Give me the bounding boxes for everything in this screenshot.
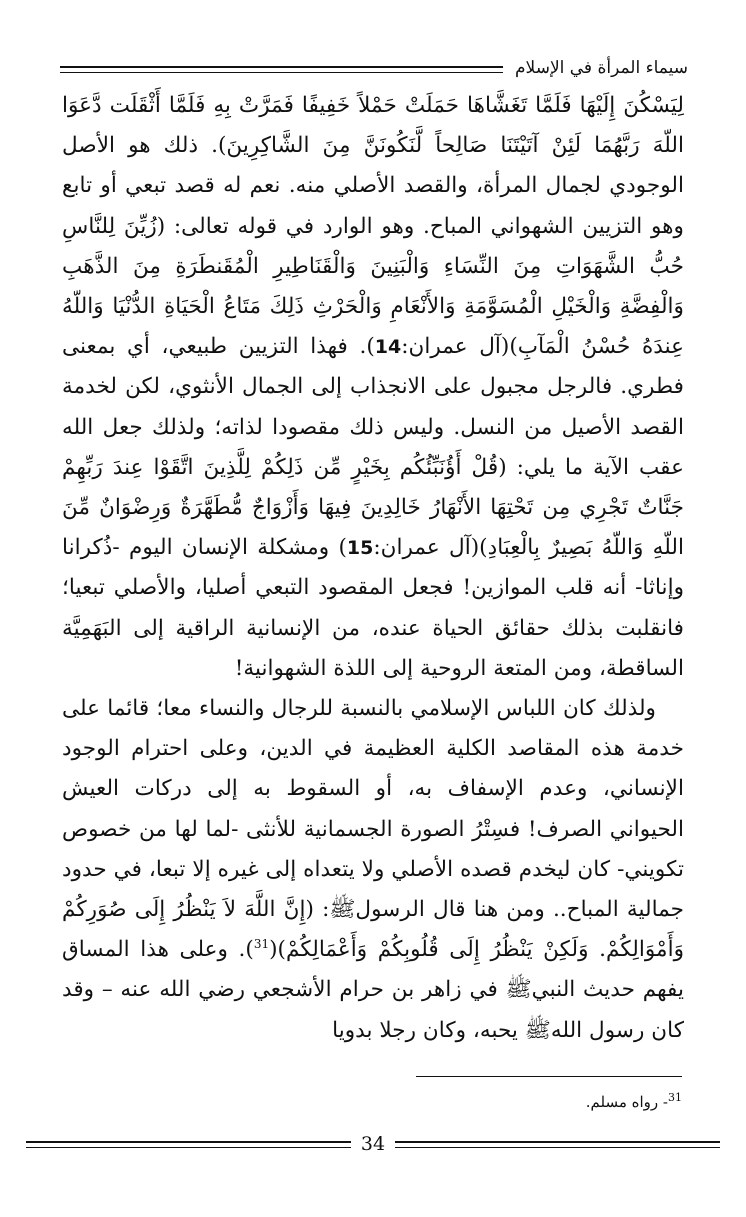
verse-reference-number: 14: [374, 336, 402, 359]
page-footer: [26, 1132, 720, 1156]
footer-rule-left: [26, 1141, 351, 1148]
footnote-separator: [416, 1076, 682, 1077]
paragraph-1: لِيَسْكُنَ إِلَيْهَا فَلَمَّا تَغَشَّاهَا حَمَلَتْ حَمْلاً خَفِيفًا فَمَرَّتْ بِهِ فَلَمَّا أَثْقَلَت دَّعَوَا اللّهَ رَبَّهُمَا لَئِنْ آتَيْتَنَا صَالِحاً لَّنَكُونَنَّ مِنَ الشَّاكِرِينَ). ذلك هو الأصل الوجودي لجمال المرأة، والقصد الأصلي منه. نعم له قصد تبعي أو تابع وهو التزيين الشهواني المباح. وهو الوارد في قوله تعالى: (زُيِّنَ لِلنَّاسِ حُبُّ الشَّهَوَاتِ مِنَ النِّسَاءِ وَالْبَنِينَ وَالْقَنَاطِيرِ الْمُقَنطَرَةِ مِنَ الذَّهَبِ وَالْفِضَّةِ وَالْخَيْلِ الْمُسَوَّمَةِ وَالأَنْعَامِ وَالْحَرْثِ ذَلِكَ مَتَاعُ الْحَيَاةِ الدُّنْيَا وَاللّهُ عِندَهُ حُسْنُ الْمَآبِ)(آل عمران:14). فهذا التزيين طبيعي، أي بمعنى فطري. فالرجل مجبول على الانجذاب إلى الجمال الأنثوي، لكن لخدمة القصد الأصيل من النسل. وليس ذلك مقصودا لذاته؛ ولذلك جعل الله عقب الآية ما يلي: (قُلْ أَؤُنَبِّئُكُم بِخَيْرٍ مِّن ذَلِكُمْ لِلَّذِينَ اتَّقَوْا عِندَ رَبِّهِمْ جَنَّاتٌ تَجْرِي مِن تَحْتِهَا الأَنْهَارُ خَالِدِينَ فِيهَا وَأَزْوَاجٌ مُّطَهَّرَةٌ وَرِضْوَانٌ مِّنَ اللّهِ وَاللّهُ بَصِيرٌ بِالْعِبَادِ)(آل عمران:15) ومشكلة الإنسان اليوم -ذُكرانا وإناثا- أنه قلب الموازين! فجعل المقصود التبعي أصليا، والأصلي تبعيا؛ فانقلبت بذلك حقائق الحياة عنده، من الإنسانية الراقية إلى البَهَمِيَّة الساقطة، ومن المتعة الروحية إلى اللذة الشهوانية!: [62, 93, 684, 681]
footnote: [586, 1088, 682, 1116]
running-header: [60, 56, 688, 80]
header-double-rule: [60, 66, 503, 73]
footnote-number: 31: [668, 1091, 682, 1104]
running-title: سيماء المرأة في الإسلام: [515, 57, 688, 78]
verse-reference-number: 15: [346, 537, 374, 560]
paragraph-2: ولذلك كان اللباس الإسلامي بالنسبة للرجال والنساء معا؛ قائما على خدمة هذه المقاصد الكلية العظيمة في الدين، وعلى احترام الوجود الإنساني، وعدم الإسفاف به، أو السقوط به إلى دركات العيش الحيواني الصرف! فسِتْرُ الصورة الجسمانية للأنثى -لما لها من خصوص تكويني- كان ليخدم قصده الأصلي ولا يتعداه إلى غيره إلا تبعا، في حدود جمالية المباح.. ومن هنا قال الرسولﷺ: (إِنَّ اللَّهَ لاَ يَنْظُرُ إِلَى صُوَرِكُمْ وَأَمْوَالِكُمْ. وَلَكِنْ يَنْظُرُ إِلَى قُلُوبِكُمْ وَأَعْمَالِكُمْ)($^{31}$). وعلى هذا المساق يفهم حديث النبيﷺ في زاهر بن حرام الأشجعي رضي الله عنه – وقد كان رسول اللهﷺ يحبه، وكان رجلا بدويا: [62, 696, 684, 1043]
footnote-reference: 31: [253, 937, 270, 952]
footer-rule-right: [395, 1141, 720, 1148]
body-text: [62, 86, 684, 1051]
footnote-text: - رواه مسلم.: [585, 1093, 668, 1111]
page-number: 34: [360, 1132, 386, 1155]
